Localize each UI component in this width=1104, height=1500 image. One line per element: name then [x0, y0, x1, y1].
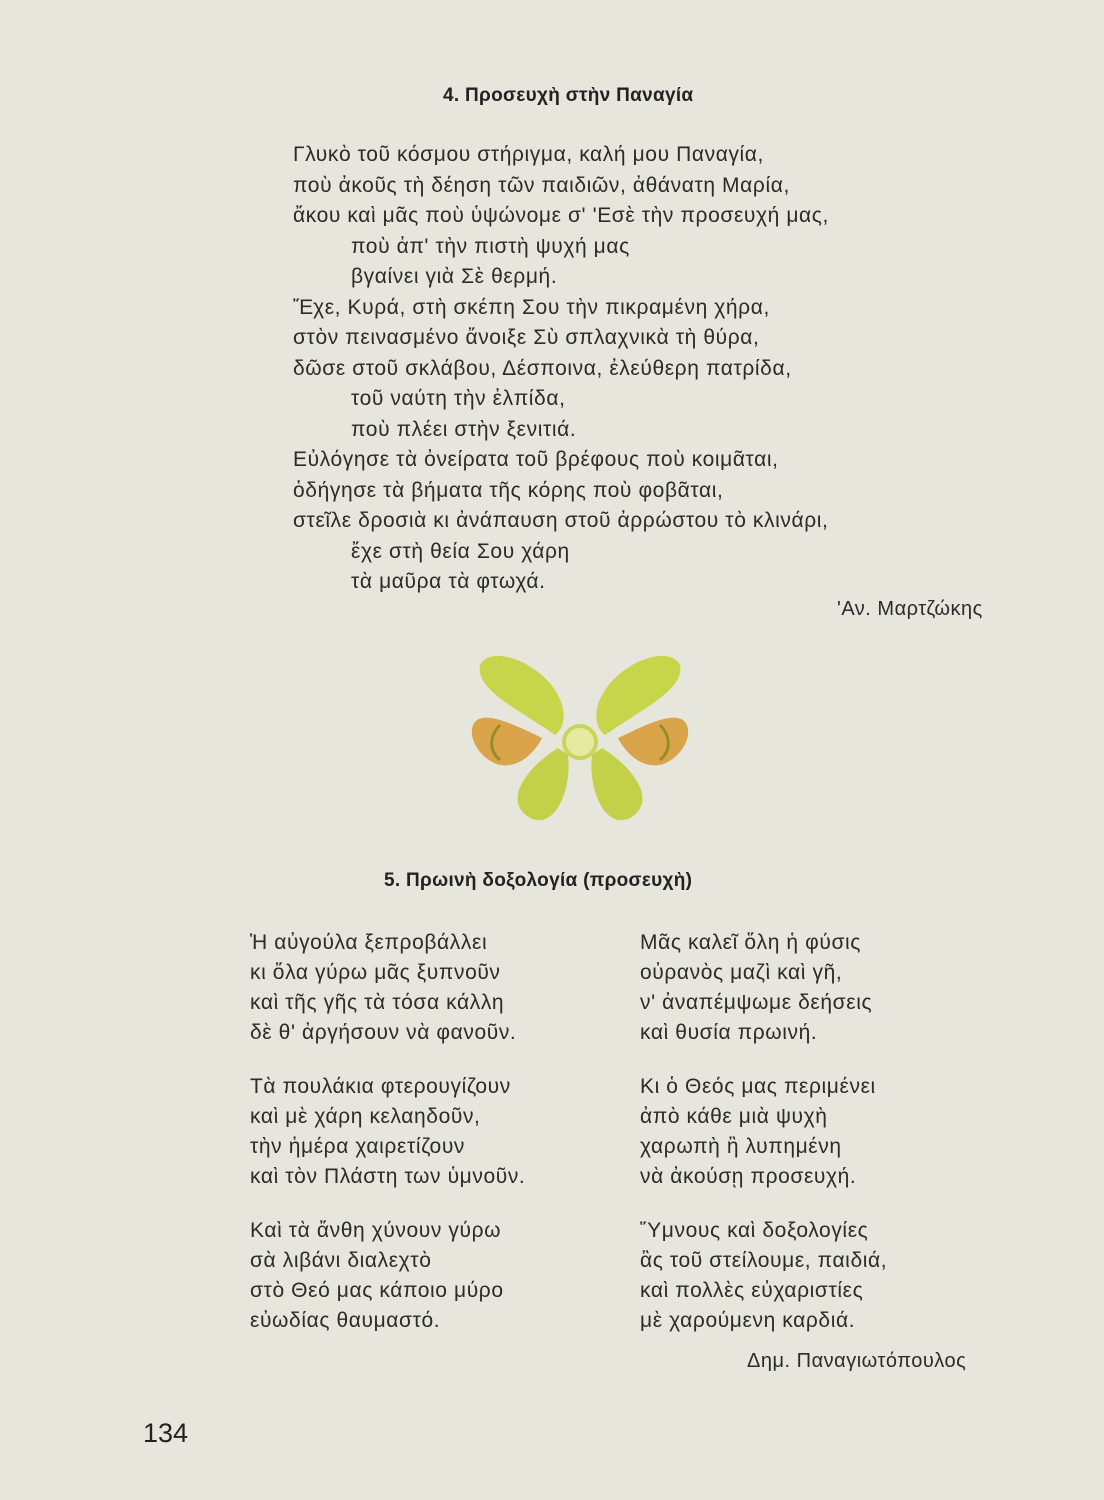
poem4-author: 'Αν. Μαρτζώκης [837, 598, 983, 620]
poem5-stanza [640, 1072, 887, 1192]
poem4-line: ποὺ ἀκοῦς τὴ δέηση τῶν παιδιῶν, ἀθάνατη Μαρία, [293, 173, 790, 197]
poem5-line: εὐωδίας θαυμαστό. [250, 1309, 441, 1332]
poem5-line: καὶ τῆς γῆς τὰ τόσα κάλλη [250, 991, 505, 1014]
poem4-line: ἔχε στὴ θεία Σου χάρη [351, 539, 570, 563]
poem4-line: στὸν πεινασμένο ἄνοιξε Σὺ σπλαχνικὰ τὴ θύρα, [293, 326, 760, 349]
poem5-stanza [640, 1216, 887, 1336]
page-number: 134 [143, 1418, 189, 1448]
poem5-line: στὸ Θεό μας κάποιο μύρο [250, 1279, 504, 1302]
poem5-line: καὶ θυσία πρωινή. [640, 1021, 818, 1044]
butterfly-ornament [460, 650, 700, 830]
poem5-line: ἀπὸ κάθε μιὰ ψυχὴ [640, 1105, 828, 1128]
poem5-line: χαρωπὴ ἢ λυπημένη [640, 1135, 842, 1158]
poem5-line: ν' ἀναπέμψωμε δεήσεις [640, 991, 873, 1014]
poem5-line: δὲ θ' ἀργήσουν νὰ φανοῦν. [250, 1021, 517, 1044]
poem5-stanza [250, 1072, 525, 1192]
poem4-line: δῶσε στοῦ σκλάβου, Δέσποινα, ἐλεύθερη πατρίδα, [293, 356, 792, 380]
poem5-line: Κι ὁ Θεός μας περιμένει [640, 1075, 876, 1098]
poem5-line: οὐρανὸς μαζὶ καὶ γῆ, [640, 961, 843, 984]
poem5-line: καὶ πολλὲς εὐχαριστίες [640, 1279, 864, 1302]
poem5-right-column [640, 928, 887, 1360]
poem4-line: Εὐλόγησε τὰ ὀνείρατα τοῦ βρέφους ποὺ κοιμᾶται, [293, 448, 779, 471]
poem4-line: τοῦ ναύτη τὴν ἐλπίδα, [351, 387, 566, 410]
poem5-line: κι ὅλα γύρω μᾶς ξυπνοῦν [250, 961, 501, 984]
poem4-line: Γλυκὸ τοῦ κόσμου στήριγμα, καλή μου Παναγία, [293, 143, 764, 166]
poem5-line: Καὶ τὰ ἄνθη χύνουν γύρω [250, 1219, 502, 1242]
poem5-line: μὲ χαρούμενη καρδιά. [640, 1309, 856, 1332]
poem5-line: καὶ μὲ χάρη κελαηδοῦν, [250, 1105, 481, 1128]
poem4-line: βγαίνει γιὰ Σὲ θερμή. [351, 265, 558, 288]
poem5-line: νὰ ἀκούσῃ προσευχή. [640, 1165, 857, 1188]
ornament-right-lower-petal [591, 748, 642, 820]
poem4-line: τὰ μαῦρα τὰ φτωχά. [351, 570, 546, 593]
poem5-line: Ὕμνους καὶ δοξολογίες [640, 1219, 869, 1242]
poem5-stanza [640, 928, 887, 1048]
ornament-right-bud [618, 718, 688, 766]
poem4-line: ἄκου καὶ μᾶς ποὺ ὑψώνομε σ' 'Εσὲ τὴν προσευχή μας, [293, 204, 829, 227]
poem4-text [293, 140, 829, 598]
poem5-line: ἂς τοῦ στείλουμε, παιδιά, [640, 1249, 888, 1272]
poem5-stanza [250, 1216, 525, 1336]
poem5-line: Μᾶς καλεῖ ὅλη ἡ φύσις [640, 931, 861, 954]
poem5-title: 5. Πρωινὴ δοξολογία (προσευχὴ) [384, 870, 693, 891]
poem4-title: 4. Προσευχὴ στὴν Παναγία [443, 85, 694, 106]
poem5-line: τὴν ἡμέρα χαιρετίζουν [250, 1135, 466, 1158]
poem5-left-column [250, 928, 525, 1360]
poem5-line: σὰ λιβάνι διαλεχτὸ [250, 1249, 432, 1272]
ornament-left-bud [472, 718, 542, 766]
poem4-line: ποὺ ἀπ' τὴν πιστὴ ψυχή μας [351, 234, 630, 258]
poem5-line: Ἡ αὐγούλα ξεπροβάλλει [250, 931, 488, 954]
poem5-line: καὶ τὸν Πλάστη των ὑμνοῦν. [250, 1165, 526, 1188]
poem5-line: Τὰ πουλάκια φτερουγίζουν [250, 1075, 511, 1098]
poem5-author: Δημ. Παναγιωτόπουλος [747, 1350, 967, 1372]
poem4-line: ποὺ πλέει στὴν ξενιτιά. [351, 417, 577, 441]
poem5-stanza [250, 928, 525, 1048]
ornament-left-lower-petal [518, 748, 569, 820]
poem4-line: ὁδήγησε τὰ βήματα τῆς κόρης ποὺ φοβᾶται, [293, 478, 724, 502]
poem4-line: στεῖλε δροσιὰ κι ἀνάπαυση στοῦ ἀρρώστου τὸ κλινάρι, [293, 509, 829, 532]
poem4-line: Ἔχε, Κυρά, στὴ σκέπη Σου τὴν πικραμένη χήρα, [293, 295, 770, 319]
ornament-center [564, 726, 596, 758]
